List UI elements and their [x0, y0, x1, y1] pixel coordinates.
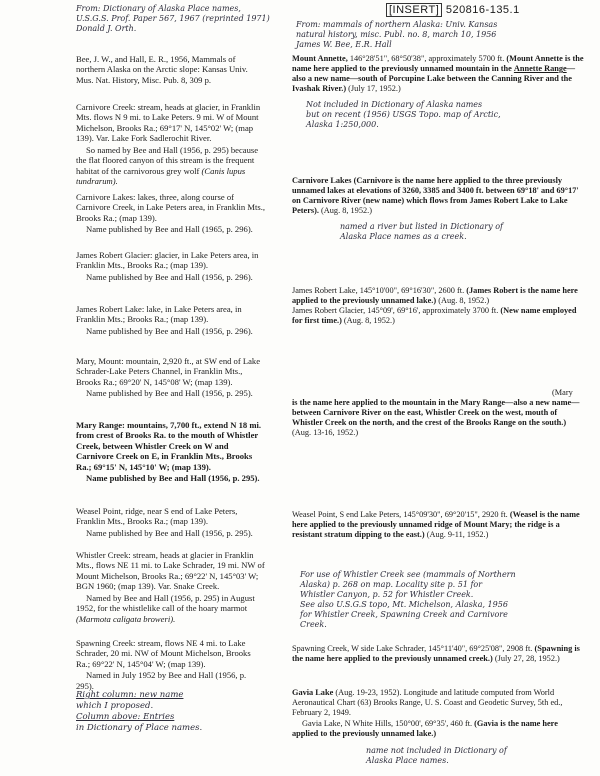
handwritten-not-included-note — [306, 100, 586, 130]
entry-date: (Aug. 9-11, 1952.) — [426, 530, 489, 540]
entry-text: lake, in Lake Peters area, in Franklin Mts.; Brooks Ra.; (map 139). — [76, 304, 242, 325]
entry-range: Annette Range — [513, 64, 567, 74]
entry-carnivore-lakes — [76, 192, 266, 236]
entry-text: lakes, three, along course of Carnivore Creek, in Lake Peters area, in Franklin Mts., Brooks Ra.; (map 139). — [76, 192, 266, 223]
entry-spawning-creek — [76, 638, 266, 692]
entry-bold-text: (New name employed for first time.) — [292, 306, 577, 326]
entry-bold-text: —also a new name—south of Porcupine Lake between the Canning River and the Ivashak River.) — [292, 64, 575, 94]
entry-whistler-creek — [76, 550, 266, 625]
hw-line: Alaska) p. 268 on map. Locality site p. 51 for — [300, 580, 483, 589]
entry-text: stream, heads at glacier, in Franklin Mts. flows N 9 mi. to Lake Peters. 9 mi. W of Mount Michelson, Brooks Ra.; 69°17' N, 145°02' W; (map 139). Var. Lake Fork Sadlerochit River. — [76, 102, 261, 144]
entry-mary-range — [76, 420, 266, 485]
entry-bold-text: (Spawning is the name here applied to the previously unnamed creek.) — [292, 644, 580, 664]
entry-name: James Robert Lake: — [76, 304, 145, 314]
entry-title: Carnivore Lakes — [292, 176, 352, 185]
entry-name: Weasel Point, — [76, 506, 124, 516]
entry-published: Name published by Bee and Hall (1956, p. 295). — [86, 388, 253, 399]
entry-mount-mary — [76, 356, 266, 400]
hw-line: in Dictionary of Place names. — [76, 723, 203, 734]
entry-text: ridge, near S end of Lake Peters, Franklin Mts., Brooks Ra.; (map 139). — [76, 506, 238, 527]
hw-line: See also U.S.G.S topo, Mt. Michelson, Alaska, 1956 — [300, 600, 508, 609]
hw-line: For use of Whistler Creek see (mammals of Northern — [300, 570, 516, 579]
entry-mount-annette — [292, 54, 584, 94]
hw-line: Donald J. Orth. — [76, 24, 137, 33]
entry-text: stream, heads at glacier in Franklin Mts., flows NE 11 mi. to Lake Schrader, 19 mi. NW of Mount Michelson, Brooks Ra.; 69°22' N, 145°03' W; BGN 1960; (map 139). Var. Snake Creek. — [76, 550, 265, 592]
entry-bold-text: (Weasel is the name here applied to the previously unnamed ridge of Mount Mary; the ridge is a resistant stratum dipping to the east.) — [292, 510, 580, 540]
entry-james-robert-lake — [76, 304, 266, 337]
entry-title: Gavia Lake — [292, 688, 334, 697]
entry-date: (July 17, 1952.) — [348, 84, 401, 94]
entry-name: James Robert Glacier: — [76, 250, 153, 260]
entry-bold-text: (Carnivore is the name here applied to the three previously unnamed lakes at elevations of 3260, 3385 and 3400 ft. between 69°18' and 69°17' on Carnivore River (new name) which flows from James Robert Lake to Lake Peters). — [292, 176, 579, 216]
entry-gavia-lake — [292, 688, 584, 741]
entry-carnivore-lakes-new — [292, 176, 584, 216]
entry-title: Mount Annette, — [292, 54, 348, 63]
entry-lead: (Mary — [552, 388, 573, 397]
species-name: (Canis lupus tundrarum). — [76, 165, 246, 187]
entry-name: Carnivore Creek: — [76, 102, 136, 112]
entry-date: (Aug. 13-16, 1952.) — [292, 428, 359, 438]
species-name: (Marmota caligata broweri). — [76, 613, 176, 624]
handwritten-carnivore-note — [340, 222, 590, 242]
hw-line: Not included in Dictionary of Alaska names — [306, 100, 483, 109]
hw-line: natural history, misc. Publ. no. 8, march 10, 1956 — [296, 30, 497, 39]
hw-line: From: Dictionary of Alaska Place names, — [76, 4, 241, 13]
entry-bold-text: (Gavia is the name here applied to the previously unnamed lake.) — [292, 719, 558, 739]
hw-line: name not included in Dictionary of — [366, 746, 507, 755]
entry-plain: Weasel Point, S end Lake Peters, 145°09'30", 69°20'15", 2920 ft. — [292, 510, 508, 519]
entry-name: Spawning Creek: — [76, 638, 136, 648]
hw-line: named a river but listed in Dictionary of — [340, 222, 503, 231]
entry-plain: James Robert Lake, 145°10'00", 69°16'30", 2600 ft. — [292, 286, 465, 295]
entry-name: Mary, Mount: — [76, 356, 124, 366]
entry-bold-text: is the name here applied to the mountain in the Mary Range—also a new name—between Carnivore River on the east, Whistler Creek on the west, mouth of Whistler Creek on the north, and the crest of the Brooks Range on the south.) — [292, 398, 580, 428]
handwritten-source-right — [296, 20, 596, 50]
entry-date: (July 27, 28, 1952.) — [494, 654, 560, 664]
entry-weasel-point — [76, 506, 266, 539]
entry-plain: Spawning Creek, W side Lake Schrader, 145°11'40", 69°25'08", 2908 ft. — [292, 644, 533, 653]
hw-line: Alaska Place names as a creek. — [340, 232, 467, 241]
entry-coords: 146°28'51", 68°50'38", approximately 5700 ft. — [349, 54, 505, 63]
entry-james-robert-lake-new — [292, 286, 584, 306]
entry-date: (Aug. 8, 1952.) — [321, 206, 372, 216]
hw-line: From: mammals of northern Alaska: Univ. Kansas — [296, 20, 498, 29]
handwritten-source-left — [76, 4, 296, 34]
entry-james-robert-glacier — [76, 250, 266, 283]
bee-hall-reference: Bee, J. W., and Hall, E. R., 1956, Mammals of northern Alaska on the Arctic slope: Kansas Univ. Mus. Nat. History, Misc. Pub. 8, 309 p. — [76, 54, 248, 85]
hw-line: Alaska 1:250,000. — [306, 120, 379, 129]
entry-published: Name published by Bee and Hall (1956, p. 295). — [86, 527, 253, 538]
entry-named: Named by Bee and Hall (1956, p. 295) in August 1952, for the whistlelike call of the hoary marmot — [76, 592, 255, 614]
hw-line: Column above: Entries — [76, 712, 175, 723]
entry-bold-text: (Mount Annette is the name here applied to the previously unnamed mountain in the — [292, 54, 584, 74]
handwritten-gavia-note — [366, 746, 586, 766]
entry-text: mountain, 2,920 ft., at SW end of Lake Schrader-Lake Peters Channel, in Franklin Mts., Brooks Ra.; 69°20' N, 145°08' W; (map 139). — [76, 356, 261, 387]
hw-line: Alaska Place names. — [366, 756, 449, 765]
entry-james-robert-glacier-new — [292, 306, 584, 326]
hw-line: James W. Bee, E.R. Hall — [296, 40, 392, 49]
entry-mary-new — [292, 388, 584, 439]
entry-bold-text: (James Robert is the name here applied to the previously unnamed lake.) — [292, 286, 578, 306]
entry-weasel-new — [292, 510, 584, 540]
entry-dates: (Aug. 19-23, 1952). — [335, 688, 402, 697]
entry-date: (Aug. 8, 1952.) — [438, 296, 490, 306]
entry-plain: Gavia Lake, N White Hills, 150°00', 69°35', 460 ft. — [302, 719, 473, 729]
entry-published: Name published by Bee and Hall (1956, p. 295). — [86, 473, 260, 484]
entry-published: Name published by Bee and Hall (1965, p. 296). — [86, 224, 253, 235]
hw-line: Whistler Canyon, p. 52 for Whistler Creek. — [300, 590, 474, 599]
entry-name: Whistler Creek: — [76, 550, 131, 560]
entry-carnivore-creek — [76, 102, 266, 188]
entry-text: stream, flows NE 4 mi. to Lake Schrader, 20 mi. NW of Mount Michelson, Brooks Ra.; 69°22' N, 145°04' W; (map 139). — [76, 638, 251, 669]
entry-published: Name published by Bee and Hall (1956, p. 296). — [86, 325, 253, 336]
entry-text: mountains, 7,700 ft., extend N 18 mi. from crest of Brooks Ra. to the mouth of Whistler Creek, between Whistler Creek on W and Carnivore Creek on E, in Franklin Mts., Brooks Ra.; 69°15' N, 145°10' W; (map 139). — [76, 420, 262, 472]
hw-line: Right column: new name — [76, 690, 184, 700]
handwritten-whistler-note — [300, 570, 590, 630]
document-number: 520816-135.1 — [445, 4, 520, 16]
hw-line: which I proposed. — [76, 701, 154, 712]
entry-spawning-new — [292, 644, 584, 664]
entry-date: (Aug. 8, 1952.) — [343, 316, 395, 326]
entry-published: Named in July 1952 by Bee and Hall (1956, p. 295). — [76, 670, 247, 691]
hw-line: for Whistler Creek, Spawning Creek and Carnivore — [300, 610, 508, 619]
hw-line: but on recent (1956) USGS Topo. map of Arctic, — [306, 110, 501, 119]
hw-line: U.S.G.S. Prof. Paper 567, 1967 (reprinted 1971) — [76, 14, 270, 23]
entry-plain: James Robert Glacier, 145°09', 69°16', approximately 3700 ft. — [292, 306, 499, 315]
entry-published: Name published by Bee and Hall (1956, p. 296). — [86, 271, 253, 282]
hw-line: Creek. — [300, 620, 327, 629]
entry-text: Longitude and latitude computed from World Aeronautical Chart (63) Brooks Range, U. S. Coast and Geodetic Survey, 5th ed., February 2, 1949. — [292, 688, 563, 718]
insert-label: [INSERT] — [386, 3, 442, 17]
handwritten-column-legend — [76, 690, 276, 734]
entry-named: So named by Bee and Hall (1956, p. 295) because the flat floored canyon of this stream is the frequent habitat of the carnivorous grey wolf — [76, 144, 259, 176]
entry-name: Mary Range: — [76, 420, 125, 430]
entry-name: Carnivore Lakes: — [76, 192, 136, 202]
insert-stamp — [386, 4, 520, 16]
entry-text: glacier, in Lake Peters area, in Franklin Mts., Brooks Ra.; (map 139). — [76, 250, 259, 271]
